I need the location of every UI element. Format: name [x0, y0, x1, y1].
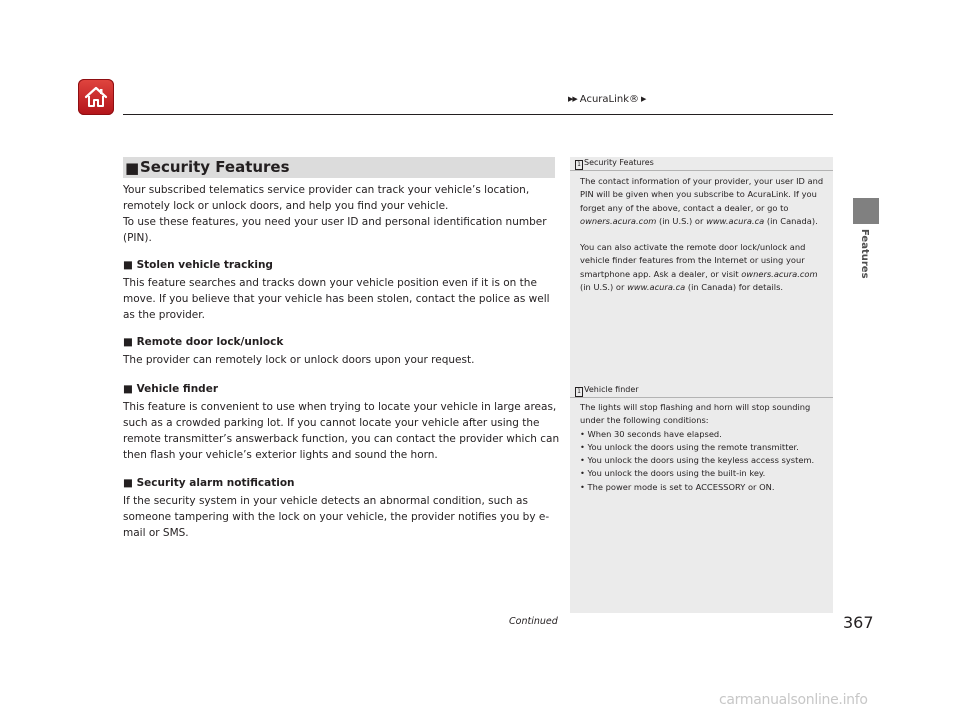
header-divider	[123, 114, 833, 115]
link-acura-ca[interactable]: www.acura.ca	[706, 215, 765, 226]
link-owners-acura[interactable]: owners.acura.com	[580, 215, 657, 226]
list-item: • The power mode is set to ACCESSORY or ON.	[580, 481, 775, 492]
breadcrumb-arrows: ▶▶	[568, 95, 577, 103]
list-item: • When 30 seconds have elapsed.	[580, 428, 722, 439]
subsection-title: ■ Stolen vehicle tracking	[123, 259, 273, 271]
subsection-text: If the security system in your vehicle detects an abnormal condition, such as someone tampering with the lock on your vehicle, the provider notifies you by e-mail or SMS.	[123, 495, 550, 539]
subsection-text: The provider can remotely lock or unlock doors upon your request.	[123, 354, 475, 366]
link-acura-ca[interactable]: www.acura.ca	[627, 282, 686, 293]
list-item: • You unlock the doors using the built-in key.	[580, 468, 766, 479]
subsection-text: This feature is convenient to use when trying to locate your vehicle in large areas, such as a crowded parking lot. If you cannot locate your vehicle after using the remote transmitter’s answerback function, you can contact the provider which can then flash your vehicle’s exterior lights and sound the horn.	[123, 401, 560, 461]
list-item: • You unlock the doors using the keyless access system.	[580, 455, 815, 466]
section-heading	[123, 157, 555, 178]
link-owners-acura[interactable]: owners.acura.com	[741, 268, 818, 279]
section-title: Security Features	[140, 158, 290, 176]
note-text: The contact information of your provider, your user ID and PIN will be given when you subscribe to AcuraLink. If you forget any of the above, contact a dealer, or go to owners.acura.com (in U.S.) or www.acura.ca (in Canada). You can also activate the remote door lock/unlock and vehicle finder features from the Internet or using your smartphone app. Ask a dealer, or visit owners.acura.com (in U.S.) or www.acura.ca (in Canada) for details.	[580, 176, 824, 293]
continued-label: Continued	[509, 616, 558, 627]
note-title: 1 Vehicle finder	[575, 385, 639, 397]
page-number: 367	[843, 613, 874, 632]
watermark: carmanualsonline.info	[719, 692, 868, 708]
chapter-tab-label: Features	[859, 229, 870, 279]
subsection-title: ■ Vehicle finder	[123, 383, 218, 395]
note-divider	[570, 170, 833, 171]
subsection-text: This feature searches and tracks down your vehicle position even if it is on the move. If you believe that your vehicle has been stolen, contact the police as well as the provider.	[123, 277, 550, 321]
breadcrumb[interactable]	[568, 94, 646, 105]
note-divider	[570, 397, 833, 398]
intro-paragraph-2: To use these features, you need your user ID and personal identification number (PIN).	[123, 216, 547, 244]
subsection-title: ■ Remote door lock/unlock	[123, 336, 284, 348]
subsection-title: ■ Security alarm notification	[123, 477, 295, 489]
intro-paragraph: Your subscribed telematics service provider can track your vehicle’s location, remotely lock or unlock doors, and help you find your vehicle.	[123, 184, 530, 212]
breadcrumb-label[interactable]: AcuraLink®	[579, 94, 639, 105]
section-marker: ■	[125, 159, 140, 177]
list-item: • You unlock the doors using the remote transmitter.	[580, 441, 799, 452]
breadcrumb-end-arrow: ▶	[641, 95, 647, 103]
note-text: The lights will stop flashing and horn will stop sounding under the following conditions: • When 30 seconds have elapsed. • You unlock the doors using the remote transmitter. • You unlock the doors using the keyless access system. • You unlock the doors using the built-in key. • The power mode is set to ACCESSORY or ON.	[580, 401, 830, 494]
home-button[interactable]	[78, 79, 114, 115]
chapter-tab[interactable]	[853, 198, 879, 224]
note-title: 1 Security Features	[575, 158, 654, 170]
home-icon	[83, 84, 109, 110]
